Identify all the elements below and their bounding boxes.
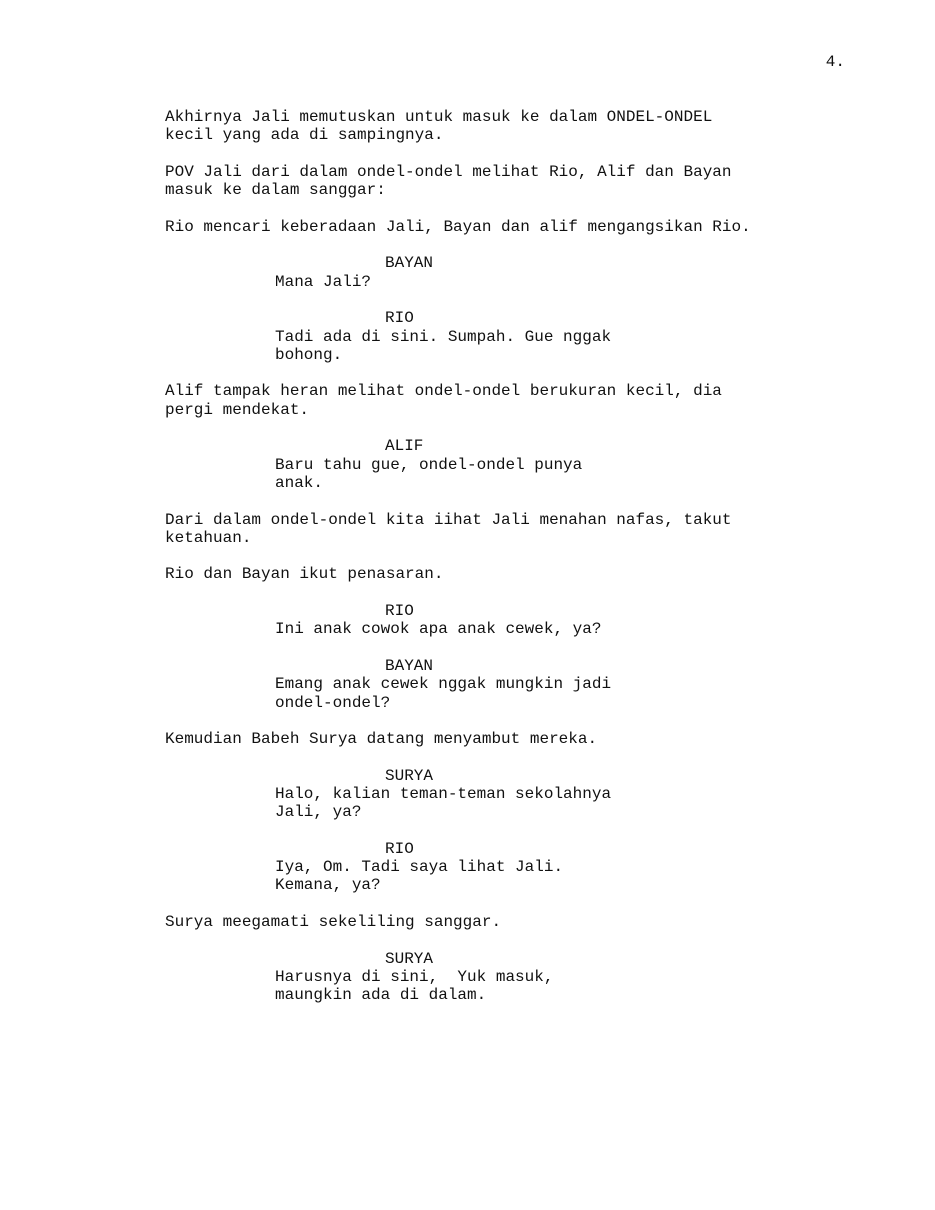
dialogue-line: maungkin ada di dalam. <box>275 986 487 1005</box>
action-line: POV Jali dari dalam ondel-ondel melihat Rio, Alif dan Bayan <box>165 162 732 181</box>
blank-line <box>165 931 855 949</box>
dialogue-block <box>165 602 855 639</box>
action-line: Akhirnya Jali memutuskan untuk masuk ke dalam ONDEL-ONDEL <box>165 108 713 126</box>
dialogue-block <box>165 254 855 291</box>
character-name: BAYAN <box>385 656 434 675</box>
character-name: RIO <box>385 839 414 858</box>
character-name: SURYA <box>385 949 434 968</box>
character-name: RIO <box>385 602 414 621</box>
page-number: 4. <box>825 53 845 71</box>
blank-line <box>165 712 855 730</box>
dialogue-line: Kemana, ya? <box>275 876 381 895</box>
character-name: RIO <box>385 309 414 328</box>
dialogue-block <box>165 840 855 895</box>
action-block <box>165 108 855 145</box>
dialogue-line: Harusnya di sini, Yuk masuk, <box>275 967 554 986</box>
action-line: Alif tampak heran melihat ondel-ondel berukuran kecil, dia <box>165 382 722 401</box>
dialogue-line: anak. <box>275 473 324 492</box>
blank-line <box>165 419 855 437</box>
blank-line <box>165 822 855 840</box>
action-line: ketahuan. <box>165 528 252 547</box>
dialogue-line: ondel-ondel? <box>275 693 391 712</box>
action-line: kecil yang ada di sampingnya. <box>165 126 444 145</box>
character-name: BAYAN <box>385 254 434 273</box>
blank-line <box>165 639 855 657</box>
action-line: Surya meegamati sekeliling sanggar. <box>165 913 502 932</box>
action-block <box>165 163 855 200</box>
blank-line <box>165 364 855 382</box>
dialogue-block <box>165 657 855 712</box>
character-name: SURYA <box>385 766 434 785</box>
dialogue-line: Iya, Om. Tadi saya lihat Jali. <box>275 858 564 877</box>
blank-line <box>165 199 855 217</box>
action-line: Rio mencari keberadaan Jali, Bayan dan alif mengangsikan Rio. <box>165 217 751 236</box>
dialogue-line: bohong. <box>275 345 343 364</box>
action-block <box>165 382 855 419</box>
dialogue-block <box>165 309 855 364</box>
dialogue-line: Mana Jali? <box>275 272 372 291</box>
dialogue-line: Baru tahu gue, ondel-ondel punya <box>275 455 583 474</box>
action-block <box>165 913 855 931</box>
blank-line <box>165 748 855 766</box>
action-block <box>165 565 855 583</box>
dialogue-line: Tadi ada di sini. Sumpah. Gue nggak <box>275 327 612 346</box>
action-block <box>165 730 855 748</box>
blank-line <box>165 236 855 254</box>
action-block <box>165 511 855 548</box>
action-block <box>165 218 855 236</box>
blank-line <box>165 145 855 163</box>
blank-line <box>165 492 855 510</box>
dialogue-line: Halo, kalian teman-teman sekolahnya <box>275 784 612 803</box>
action-line: pergi mendekat. <box>165 400 310 419</box>
dialogue-line: Emang anak cewek nggak mungkin jadi <box>275 675 612 694</box>
dialogue-block <box>165 950 855 1005</box>
action-line: Dari dalam ondel-ondel kita iihat Jali menahan nafas, takut <box>165 510 732 529</box>
dialogue-line: Ini anak cowok apa anak cewek, ya? <box>275 620 602 639</box>
blank-line <box>165 895 855 913</box>
blank-line <box>165 584 855 602</box>
blank-line <box>165 547 855 565</box>
action-line: Kemudian Babeh Surya datang menyambut mereka. <box>165 730 598 749</box>
action-line: masuk ke dalam sanggar: <box>165 181 386 200</box>
blank-line <box>165 291 855 309</box>
character-name: ALIF <box>385 437 424 456</box>
dialogue-block <box>165 767 855 822</box>
screenplay-body <box>165 108 855 1005</box>
dialogue-line: Jali, ya? <box>275 803 362 822</box>
action-line: Rio dan Bayan ikut penasaran. <box>165 565 444 584</box>
dialogue-block <box>165 437 855 492</box>
